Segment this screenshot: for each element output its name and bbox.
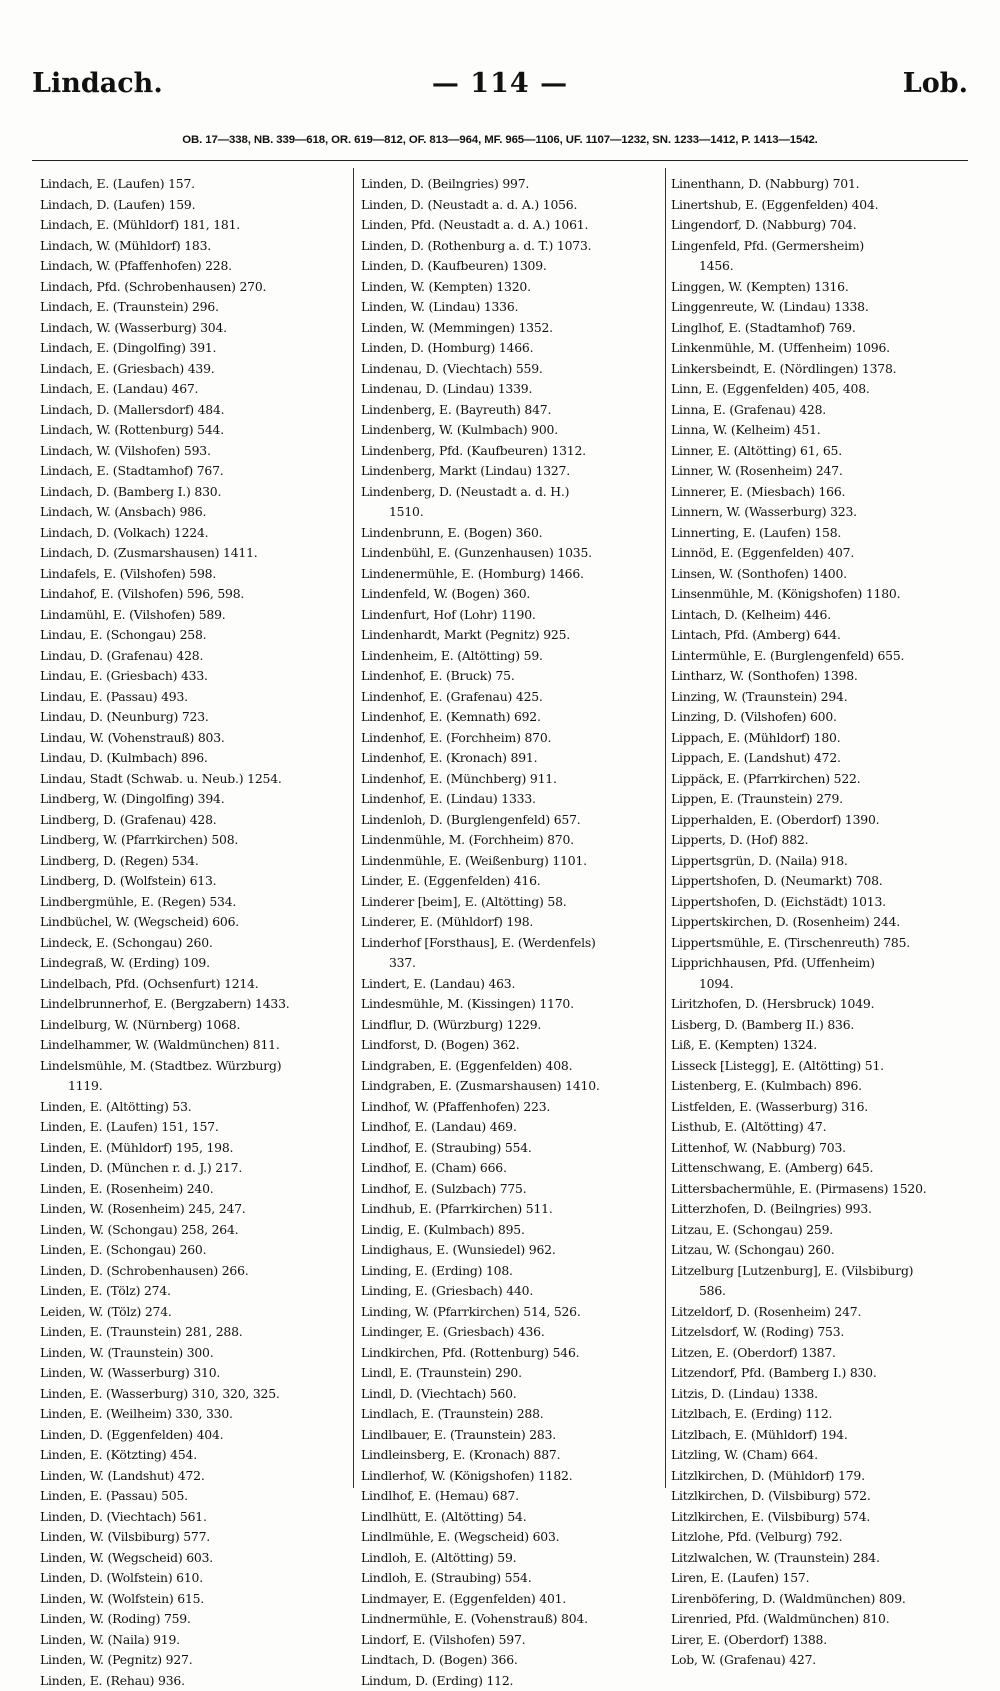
index-entry: Lindforst, D. (Bogen) 362. <box>361 1035 661 1056</box>
index-entry: Lindenhof, E. (Münchberg) 911. <box>361 769 661 790</box>
index-entry: Lindenheim, E. (Altötting) 59. <box>361 646 661 667</box>
index-entry: Lindert, E. (Landau) 463. <box>361 974 661 995</box>
index-entry: Lippen, E. (Traunstein) 279. <box>671 789 963 810</box>
index-entry: Litzau, W. (Schongau) 260. <box>671 1240 963 1261</box>
index-entry: Linkersbeindt, E. (Nördlingen) 1378. <box>671 359 963 380</box>
index-entry: Linner, W. (Rosenheim) 247. <box>671 461 963 482</box>
index-entry: Linenthann, D. (Nabburg) 701. <box>671 174 963 195</box>
index-entry: Linderer, E. (Mühldorf) 198. <box>361 912 661 933</box>
index-entry: Lindenberg, D. (Neustadt a. d. H.) <box>361 482 661 503</box>
index-entry: Linden, W. (Wolfstein) 615. <box>40 1589 346 1610</box>
index-entry: Liren, E. (Laufen) 157. <box>671 1568 963 1589</box>
index-entry: Linding, E. (Griesbach) 440. <box>361 1281 661 1302</box>
index-entry: Linden, W. (Lindau) 1336. <box>361 297 661 318</box>
index-entry: Linkenmühle, M. (Uffenheim) 1096. <box>671 338 963 359</box>
index-entry: Litzelsdorf, W. (Roding) 753. <box>671 1322 963 1343</box>
index-entry: Lob, W. (Grafenau) 427. <box>671 1650 963 1671</box>
index-entry: Litterzhofen, D. (Beilngries) 993. <box>671 1199 963 1220</box>
index-entry: 1094. <box>671 974 963 995</box>
index-entry: Lindenhof, E. (Kemnath) 692. <box>361 707 661 728</box>
index-entry: Linner, E. (Altötting) 61, 65. <box>671 441 963 462</box>
index-entry: 337. <box>361 953 661 974</box>
index-entry: 1119. <box>40 1076 346 1097</box>
index-entry: Lindgraben, E. (Eggenfelden) 408. <box>361 1056 661 1077</box>
index-entry: Lindenbühl, E. (Gunzenhausen) 1035. <box>361 543 661 564</box>
index-entry: Linden, E. (Tölz) 274. <box>40 1281 346 1302</box>
running-head-left: Lindach. <box>32 68 163 99</box>
index-entry: Lindau, D. (Kulmbach) 896. <box>40 748 346 769</box>
index-entry: Lindenberg, E. (Bayreuth) 847. <box>361 400 661 421</box>
index-entry: Linder, E. (Eggenfelden) 416. <box>361 871 661 892</box>
index-entry: Linden, W. (Wegscheid) 603. <box>40 1548 346 1569</box>
index-entry: Linden, W. (Kempten) 1320. <box>361 277 661 298</box>
index-entry: Lindenhof, E. (Lindau) 1333. <box>361 789 661 810</box>
index-entry: Litzlkirchen, D. (Vilsbiburg) 572. <box>671 1486 963 1507</box>
index-entry: Lindach, E. (Landau) 467. <box>40 379 346 400</box>
index-entry: Lippertshofen, D. (Eichstädt) 1013. <box>671 892 963 913</box>
header-rule <box>32 160 968 161</box>
index-entry: Linden, D. (Wolfstein) 610. <box>40 1568 346 1589</box>
index-entry: Linden, W. (Schongau) 258, 264. <box>40 1220 346 1241</box>
index-entry: Linden, E. (Rosenheim) 240. <box>40 1179 346 1200</box>
index-entry: Littenhof, W. (Nabburg) 703. <box>671 1138 963 1159</box>
index-entry: Linden, E. (Altötting) 53. <box>40 1097 346 1118</box>
index-entry: Lindberg, D. (Grafenau) 428. <box>40 810 346 831</box>
index-entry: 1510. <box>361 502 661 523</box>
index-entry: Lindach, D. (Bamberg I.) 830. <box>40 482 346 503</box>
index-entry: Lindlmühle, E. (Wegscheid) 603. <box>361 1527 661 1548</box>
index-entry: Lindberg, D. (Wolfstein) 613. <box>40 871 346 892</box>
index-entry: Litzen, E. (Oberdorf) 1387. <box>671 1343 963 1364</box>
index-entry: Linertshub, E. (Eggenfelden) 404. <box>671 195 963 216</box>
index-entry: Lindenberg, Pfd. (Kaufbeuren) 1312. <box>361 441 661 462</box>
entry-column-3 <box>671 174 963 1564</box>
index-entry: Linden, E. (Wasserburg) 310, 320, 325. <box>40 1384 346 1405</box>
index-entry: Lindlach, E. (Traunstein) 288. <box>361 1404 661 1425</box>
page-header <box>32 68 968 108</box>
index-entry: Lindenbrunn, E. (Bogen) 360. <box>361 523 661 544</box>
index-entry: Lindum, D. (Erding) 112. <box>361 1671 661 1691</box>
index-entry: Linden, D. (Neustadt a. d. A.) 1056. <box>361 195 661 216</box>
index-entry: Lindl, E. (Traunstein) 290. <box>361 1363 661 1384</box>
index-entry: Lindach, E. (Laufen) 157. <box>40 174 346 195</box>
index-entry: Lindlbauer, E. (Traunstein) 283. <box>361 1425 661 1446</box>
index-entry: Lindhof, E. (Straubing) 554. <box>361 1138 661 1159</box>
index-entry: Lindlerhof, W. (Königshofen) 1182. <box>361 1466 661 1487</box>
index-entry: Lindenau, D. (Lindau) 1339. <box>361 379 661 400</box>
index-entry: Linden, D. (Homburg) 1466. <box>361 338 661 359</box>
index-entry: Lippach, E. (Mühldorf) 180. <box>671 728 963 749</box>
index-entry: Litzlwalchen, W. (Traunstein) 284. <box>671 1548 963 1569</box>
index-entry: Linding, E. (Erding) 108. <box>361 1261 661 1282</box>
index-entry: Lindtach, D. (Bogen) 366. <box>361 1650 661 1671</box>
index-entry: Litzlbach, E. (Mühldorf) 194. <box>671 1425 963 1446</box>
index-entry: Lindig, E. (Kulmbach) 895. <box>361 1220 661 1241</box>
column-divider <box>353 168 354 1488</box>
index-entry: Lindhof, E. (Sulzbach) 775. <box>361 1179 661 1200</box>
index-entry: Linden, W. (Pegnitz) 927. <box>40 1650 346 1671</box>
index-entry: Lingendorf, D. (Nabburg) 704. <box>671 215 963 236</box>
index-entry: Lindenhof, E. (Bruck) 75. <box>361 666 661 687</box>
index-entry: Lindach, E. (Dingolfing) 391. <box>40 338 346 359</box>
index-entry: Lirenböfering, D. (Waldmünchen) 809. <box>671 1589 963 1610</box>
index-entry: Littenschwang, E. (Amberg) 645. <box>671 1158 963 1179</box>
index-entry: Lindach, E. (Traunstein) 296. <box>40 297 346 318</box>
index-entry: Lindmayer, E. (Eggenfelden) 401. <box>361 1589 661 1610</box>
index-entry: Linden, D. (Schrobenhausen) 266. <box>40 1261 346 1282</box>
index-entry: Lindenfurt, Hof (Lohr) 1190. <box>361 605 661 626</box>
index-entry: Lindighaus, E. (Wunsiedel) 962. <box>361 1240 661 1261</box>
index-entry: Linden, W. (Traunstein) 300. <box>40 1343 346 1364</box>
index-entry: Lintharz, W. (Sonthofen) 1398. <box>671 666 963 687</box>
index-entry: Lirer, E. (Oberdorf) 1388. <box>671 1630 963 1651</box>
index-entry: Litzlkirchen, D. (Mühldorf) 179. <box>671 1466 963 1487</box>
index-entry: Linglhof, E. (Stadtamhof) 769. <box>671 318 963 339</box>
index-entry: Linden, W. (Roding) 759. <box>40 1609 346 1630</box>
index-entry: Littersbachermühle, E. (Pirmasens) 1520. <box>671 1179 963 1200</box>
index-entry: Linden, W. (Memmingen) 1352. <box>361 318 661 339</box>
index-entry: Lindenmühle, E. (Weißenburg) 1101. <box>361 851 661 872</box>
index-entry: Lindenhardt, Markt (Pegnitz) 925. <box>361 625 661 646</box>
index-entry: Linding, W. (Pfarrkirchen) 514, 526. <box>361 1302 661 1323</box>
index-entry: Litzlkirchen, E. (Vilsbiburg) 574. <box>671 1507 963 1528</box>
index-entry: Lindau, E. (Griesbach) 433. <box>40 666 346 687</box>
index-entry: Linden, W. (Vilsbiburg) 577. <box>40 1527 346 1548</box>
index-entry: Linderer [beim], E. (Altötting) 58. <box>361 892 661 913</box>
index-entry: Lindeck, E. (Schongau) 260. <box>40 933 346 954</box>
index-entry: Linden, D. (Kaufbeuren) 1309. <box>361 256 661 277</box>
index-entry: Lindau, E. (Schongau) 258. <box>40 625 346 646</box>
index-entry: Lindach, W. (Ansbach) 986. <box>40 502 346 523</box>
section-index-line: OB. 17—338, NB. 339—618, OR. 619—812, OF. 813—964, MF. 965—1106, UF. 1107—1232, SN. 1233—1412, P. 1413—1542. <box>32 134 968 146</box>
index-entry: Lindach, W. (Pfaffenhofen) 228. <box>40 256 346 277</box>
entry-column-1 <box>40 174 346 1564</box>
index-entry: Leiden, W. (Tölz) 274. <box>40 1302 346 1323</box>
index-entry: Linden, Pfd. (Neustadt a. d. A.) 1061. <box>361 215 661 236</box>
index-entry: Linden, W. (Rosenheim) 245, 247. <box>40 1199 346 1220</box>
index-entry: Lippertshofen, D. (Neumarkt) 708. <box>671 871 963 892</box>
index-entry: Lippertsmühle, E. (Tirschenreuth) 785. <box>671 933 963 954</box>
index-entry: Lindgraben, E. (Zusmarshausen) 1410. <box>361 1076 661 1097</box>
index-entry: Lindenermühle, E. (Homburg) 1466. <box>361 564 661 585</box>
index-entry: Linnerting, E. (Laufen) 158. <box>671 523 963 544</box>
index-entry: Lippach, E. (Landshut) 472. <box>671 748 963 769</box>
index-entry: Lippertskirchen, D. (Rosenheim) 244. <box>671 912 963 933</box>
index-entry: Lindenfeld, W. (Bogen) 360. <box>361 584 661 605</box>
column-divider <box>665 168 666 1488</box>
index-entry: Lindbüchel, W. (Wegscheid) 606. <box>40 912 346 933</box>
index-entry: Lindleinsberg, E. (Kronach) 887. <box>361 1445 661 1466</box>
index-entry: Lindafels, E. (Vilshofen) 598. <box>40 564 346 585</box>
index-entry: Linden, E. (Weilheim) 330, 330. <box>40 1404 346 1425</box>
index-entry: Lindberg, W. (Dingolfing) 394. <box>40 789 346 810</box>
index-entry: Lindelhammer, W. (Waldmünchen) 811. <box>40 1035 346 1056</box>
index-entry: Lindach, D. (Mallersdorf) 484. <box>40 400 346 421</box>
index-entry: Linden, D. (Beilngries) 997. <box>361 174 661 195</box>
index-entry: Lindesmühle, M. (Kissingen) 1170. <box>361 994 661 1015</box>
index-entry: Lindenhof, E. (Grafenau) 425. <box>361 687 661 708</box>
index-entry: Lindelsmühle, M. (Stadtbez. Würzburg) <box>40 1056 346 1077</box>
index-entry: Linden, D. (Rothenburg a. d. T.) 1073. <box>361 236 661 257</box>
index-entry: Lintermühle, E. (Burglengenfeld) 655. <box>671 646 963 667</box>
index-entry: Lindach, D. (Laufen) 159. <box>40 195 346 216</box>
index-entry: Lindach, D. (Zusmarshausen) 1411. <box>40 543 346 564</box>
index-entry: Listenberg, E. (Kulmbach) 896. <box>671 1076 963 1097</box>
index-entry: Lindlhof, E. (Hemau) 687. <box>361 1486 661 1507</box>
index-entry: Litzis, D. (Lindau) 1338. <box>671 1384 963 1405</box>
index-entry: Lipperts, D. (Hof) 882. <box>671 830 963 851</box>
index-entry: Linden, W. (Wasserburg) 310. <box>40 1363 346 1384</box>
index-entry: Linden, E. (Rehau) 936. <box>40 1671 346 1691</box>
index-entry: Lingenfeld, Pfd. (Germersheim) <box>671 236 963 257</box>
index-entry: Lindelbrunnerhof, E. (Bergzabern) 1433. <box>40 994 346 1015</box>
index-entry: Lindl, D. (Viechtach) 560. <box>361 1384 661 1405</box>
index-entry: Lindau, Stadt (Schwab. u. Neub.) 1254. <box>40 769 346 790</box>
index-entry: Lindau, E. (Passau) 493. <box>40 687 346 708</box>
index-entry: Lindinger, E. (Griesbach) 436. <box>361 1322 661 1343</box>
index-entry: Lindenhof, E. (Forchheim) 870. <box>361 728 661 749</box>
index-entry: Litzau, E. (Schongau) 259. <box>671 1220 963 1241</box>
index-entry: Lisseck [Listegg], E. (Altötting) 51. <box>671 1056 963 1077</box>
index-entry: Linden, W. (Naila) 919. <box>40 1630 346 1651</box>
index-entry: Lindflur, D. (Würzburg) 1229. <box>361 1015 661 1036</box>
index-entry: Linzing, W. (Traunstein) 294. <box>671 687 963 708</box>
index-entry: Linsenmühle, M. (Königshofen) 1180. <box>671 584 963 605</box>
index-entry: Lindach, W. (Vilshofen) 593. <box>40 441 346 462</box>
index-entry: Lindorf, E. (Vilshofen) 597. <box>361 1630 661 1651</box>
index-entry: Lindegraß, W. (Erding) 109. <box>40 953 346 974</box>
index-entry: 586. <box>671 1281 963 1302</box>
index-entry: Lindach, Pfd. (Schrobenhausen) 270. <box>40 277 346 298</box>
index-entry: Linzing, D. (Vilshofen) 600. <box>671 707 963 728</box>
index-entry: Lintach, D. (Kelheim) 446. <box>671 605 963 626</box>
index-entry: Lindhof, E. (Cham) 666. <box>361 1158 661 1179</box>
page-number: — 114 — <box>32 68 968 99</box>
index-entry: Linderhof [Forsthaus], E. (Werdenfels) <box>361 933 661 954</box>
index-entry: Lindenberg, W. (Kulmbach) 900. <box>361 420 661 441</box>
index-entry: Lippäck, E. (Pfarrkirchen) 522. <box>671 769 963 790</box>
index-entry: Linden, D. (Eggenfelden) 404. <box>40 1425 346 1446</box>
index-entry: Lindnermühle, E. (Vohenstrauß) 804. <box>361 1609 661 1630</box>
index-entry: Liritzhofen, D. (Hersbruck) 1049. <box>671 994 963 1015</box>
index-entry: Linden, D. (München r. d. J.) 217. <box>40 1158 346 1179</box>
index-entry: Lindenloh, D. (Burglengenfeld) 657. <box>361 810 661 831</box>
index-entry: Lindenberg, Markt (Lindau) 1327. <box>361 461 661 482</box>
index-entry: Linna, E. (Grafenau) 428. <box>671 400 963 421</box>
index-entry: Lindloh, E. (Straubing) 554. <box>361 1568 661 1589</box>
index-entry: Linden, D. (Viechtach) 561. <box>40 1507 346 1528</box>
index-entry: Linnern, W. (Wasserburg) 323. <box>671 502 963 523</box>
index-entry: Lindau, W. (Vohenstrauß) 803. <box>40 728 346 749</box>
index-entry: Lindenmühle, M. (Forchheim) 870. <box>361 830 661 851</box>
index-entry: Linsen, W. (Sonthofen) 1400. <box>671 564 963 585</box>
index-entry: Lindamühl, E. (Vilshofen) 589. <box>40 605 346 626</box>
index-entry: Lindach, D. (Volkach) 1224. <box>40 523 346 544</box>
index-entry: Lindhub, E. (Pfarrkirchen) 511. <box>361 1199 661 1220</box>
index-entry: Lindelbach, Pfd. (Ochsenfurt) 1214. <box>40 974 346 995</box>
index-entry: Lindloh, E. (Altötting) 59. <box>361 1548 661 1569</box>
index-entry: Lirenried, Pfd. (Waldmünchen) 810. <box>671 1609 963 1630</box>
index-entry: Lintach, Pfd. (Amberg) 644. <box>671 625 963 646</box>
index-entry: Lindberg, W. (Pfarrkirchen) 508. <box>40 830 346 851</box>
index-entry: Lindlhütt, E. (Altötting) 54. <box>361 1507 661 1528</box>
index-entry: Litzelburg [Lutzenburg], E. (Vilsbiburg) <box>671 1261 963 1282</box>
index-entry: Linggen, W. (Kempten) 1316. <box>671 277 963 298</box>
index-entry: Lindbergmühle, E. (Regen) 534. <box>40 892 346 913</box>
index-entry: Litzlohe, Pfd. (Velburg) 792. <box>671 1527 963 1548</box>
index-entry: Lisberg, D. (Bamberg II.) 836. <box>671 1015 963 1036</box>
index-entry: Lindhof, W. (Pfaffenhofen) 223. <box>361 1097 661 1118</box>
index-entry: Litzendorf, Pfd. (Bamberg I.) 830. <box>671 1363 963 1384</box>
index-entry: Lipperhalden, E. (Oberdorf) 1390. <box>671 810 963 831</box>
index-entry: Litzling, W. (Cham) 664. <box>671 1445 963 1466</box>
index-entry: Lippertsgrün, D. (Naila) 918. <box>671 851 963 872</box>
index-entry: Listhub, E. (Altötting) 47. <box>671 1117 963 1138</box>
index-entry: Lindach, E. (Mühldorf) 181, 181. <box>40 215 346 236</box>
index-entry: 1456. <box>671 256 963 277</box>
index-entry: Lindach, E. (Stadtamhof) 767. <box>40 461 346 482</box>
index-entry: Lindenau, D. (Viechtach) 559. <box>361 359 661 380</box>
index-entry: Linden, E. (Traunstein) 281, 288. <box>40 1322 346 1343</box>
index-entry: Litzlbach, E. (Erding) 112. <box>671 1404 963 1425</box>
index-entry: Linden, E. (Laufen) 151, 157. <box>40 1117 346 1138</box>
index-entry: Lindau, D. (Grafenau) 428. <box>40 646 346 667</box>
running-head-right: Lob. <box>903 68 968 99</box>
index-entry: Linnöd, E. (Eggenfelden) 407. <box>671 543 963 564</box>
index-entry: Linden, W. (Landshut) 472. <box>40 1466 346 1487</box>
index-entry: Lindahof, E. (Vilshofen) 596, 598. <box>40 584 346 605</box>
index-entry: Lindau, D. (Neunburg) 723. <box>40 707 346 728</box>
index-entry: Lindberg, D. (Regen) 534. <box>40 851 346 872</box>
index-entry: Lindach, W. (Rottenburg) 544. <box>40 420 346 441</box>
index-entry: Linden, E. (Passau) 505. <box>40 1486 346 1507</box>
index-entry: Lindelburg, W. (Nürnberg) 1068. <box>40 1015 346 1036</box>
index-entry: Lindach, W. (Mühldorf) 183. <box>40 236 346 257</box>
index-entry: Lindhof, E. (Landau) 469. <box>361 1117 661 1138</box>
index-entry: Linggenreute, W. (Lindau) 1338. <box>671 297 963 318</box>
index-entry: Linn, E. (Eggenfelden) 405, 408. <box>671 379 963 400</box>
entry-column-2 <box>361 174 661 1564</box>
index-entry: Litzeldorf, D. (Rosenheim) 247. <box>671 1302 963 1323</box>
index-entry: Linnerer, E. (Miesbach) 166. <box>671 482 963 503</box>
index-entry: Lindkirchen, Pfd. (Rottenburg) 546. <box>361 1343 661 1364</box>
index-entry: Linden, E. (Kötzting) 454. <box>40 1445 346 1466</box>
index-entry: Lindach, W. (Wasserburg) 304. <box>40 318 346 339</box>
index-entry: Listfelden, E. (Wasserburg) 316. <box>671 1097 963 1118</box>
index-entry: Linden, E. (Schongau) 260. <box>40 1240 346 1261</box>
index-entry: Lindenhof, E. (Kronach) 891. <box>361 748 661 769</box>
index-entry: Lindach, E. (Griesbach) 439. <box>40 359 346 380</box>
index-entry: Lipprichhausen, Pfd. (Uffenheim) <box>671 953 963 974</box>
index-entry: Liß, E. (Kempten) 1324. <box>671 1035 963 1056</box>
index-entry: Linden, E. (Mühldorf) 195, 198. <box>40 1138 346 1159</box>
index-entry: Linna, W. (Kelheim) 451. <box>671 420 963 441</box>
